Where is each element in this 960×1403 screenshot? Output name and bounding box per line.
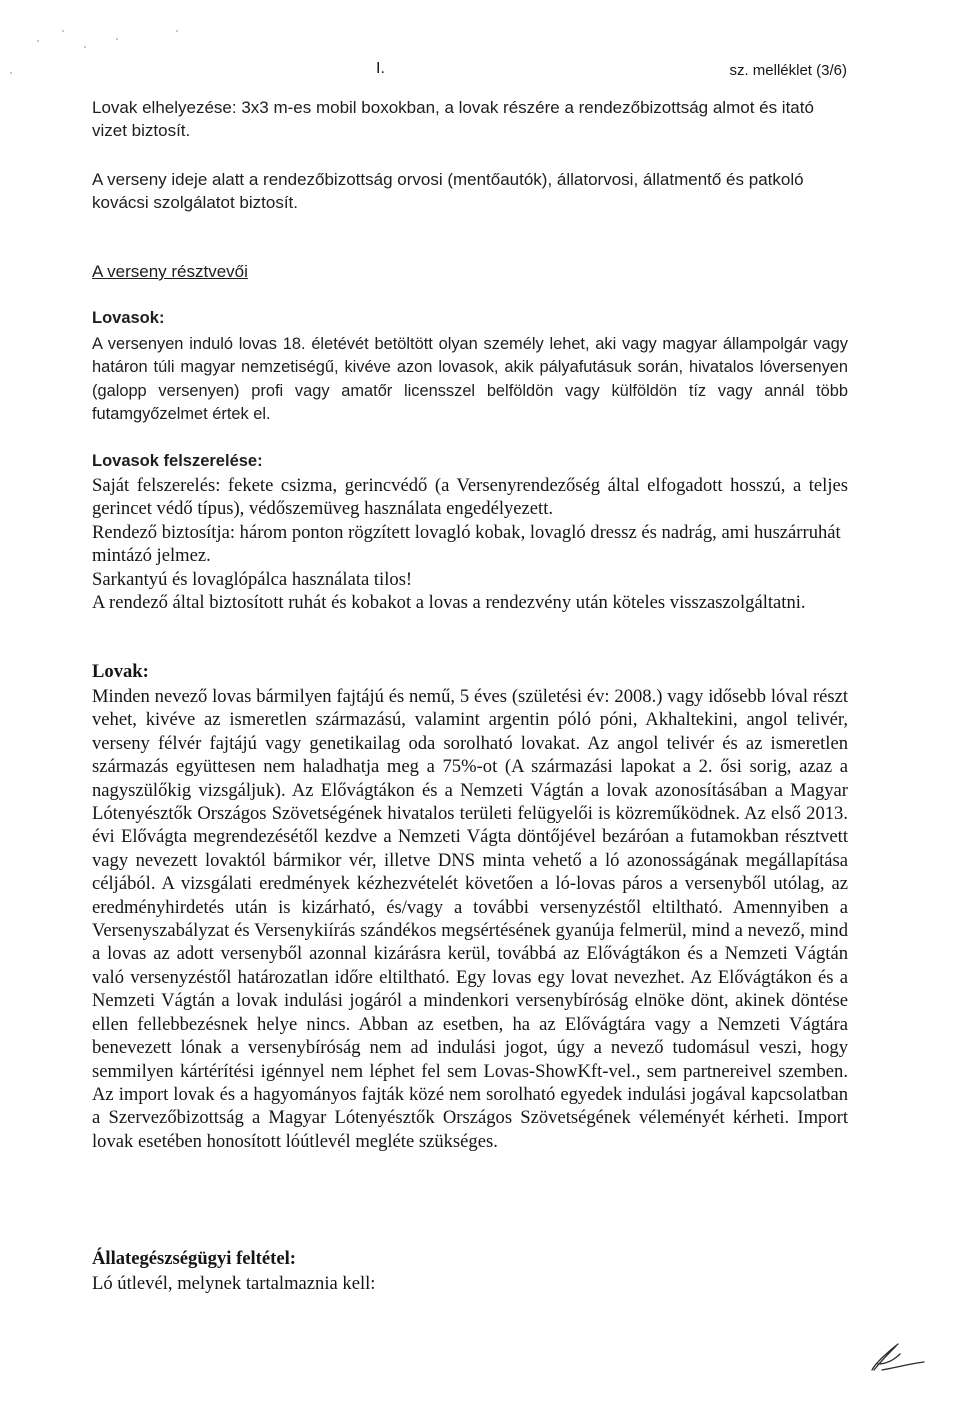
participants-heading: A verseny résztvevői [92,262,248,281]
scan-artifact [37,40,39,42]
intro-paragraph-stabling: Lovak elhelyezése: 3x3 m-es mobil boxokban, a lovak részére a rendezőbizottság almot és itató vizet biztosít. [92,98,814,141]
equipment-own-gear: Saját felszerelés: fekete csizma, gerincvédő (a Versenyrendezőség által elfogadott hosszú, a teljes gerincet védő típus), védőszemüveg használata engedélyezett. [92,475,848,520]
signature-initials [868,1340,928,1376]
scan-artifact [176,30,178,32]
equipment-section [92,474,848,614]
page-marker: I. [376,60,385,77]
equipment-return: A rendező által biztosított ruhát és kobakot a lovas a rendezvény után köteles visszaszolgáltatni. [92,592,806,614]
animal-health-paragraph: Ló útlevél, melynek tartalmaznia kell: [92,1273,376,1294]
scan-artifact [116,38,118,40]
intro-paragraph-services: A verseny ideje alatt a rendezőbizottság orvosi (mentőautók), állatorvosi, állatmentő és patkoló kovácsi szolgálatot biztosít. [92,170,804,213]
scan-artifact [62,30,64,32]
annex-label: sz. melléklet (3/6) [729,62,847,79]
scan-artifact [84,46,86,48]
equipment-prohibited: Sarkantyú és lovaglópálca használata tilos! [92,568,413,590]
equipment-provided-gear: Rendező biztosítja: három ponton rögzített lovagló kobak, lovagló dressz és nadrág, ami huszárruhát mintázó jelmez. [92,521,841,567]
horses-paragraph: Minden nevező lovas bármilyen fajtájú és nemű, 5 éves (születési év: 2008.) vagy idősebb lóval részt vehet, kivéve az ismeretlen származású, valamint argentin póló póni, Akhaltekini, angol telivér, verseny félvér fajtájú vagy genetikailag oda sorolható lovakat. Az angol telivér és az ismeretlen származás együttesen nem haladhatja meg a 75%-ot (A származási lapokat a 2. ősi sorig, azaz a nagyszülőkig vizsgáljuk). Az Elővágtákon és a Nemzeti Vágtán a lovak azonosításában a Magyar Lótenyésztők Országos Szövetségének hivatalos területi felügyelői is közreműködnek. Az első 2013. évi Elővágta megrendezésétől kezdve a Nemzeti Vágta döntőjével bezáróan a futamokban résztvett vagy nevezett lovaktól bármikor vér, illetve DNS minta vehető a ló azonosságának megállapítása céljából. A vizsgálati eredmények kézhezvételét követően a ló-lovas páros a versenyből utólag, az eredményhirdetés után is kizárható, és/vagy a további versenyzéstől eltiltható. Amennyiben a Versenyszabályzat és Versenykiírás szándékos megsértésének gyanúja felmerül, mind a nevező, mind a lovas az adott versenyből azonnal kizárásra kerül, továbbá az Elővágtákon és a Nemzeti Vágtán való versenyzéstől határozatlan időre eltiltható. Egy lovas egy lovat nevezhet. Az Elővágtákon és a Nemzeti Vágtán a lovak indulási jogáról a mindenkori versenybíróság elnöke dönt, akinek döntése ellen fellebbezésnek helye nincs. Abban az esetben, ha az Elővágtára vagy a Nemzeti Vágtára benevezett lónak a versenybíróság nem ad indulási jogot, úgy a nevező tudomásul veszi, hogy semmilyen kártérítési igénnyel nem léphet fel sem Lovas-ShowKft-vel., sem partnereivel szemben. Az import lovak és a hagyományos fajták közé nem sorolható egyedek indulási jogával kapcsolatban a Szervezőbizottság a Magyar Lótenyésztők Országos Szövetségének véleményét kérheti. Import lovak esetében honosított lóútlevél megléte szükséges. [92,686,848,1152]
riders-paragraph: A versenyen induló lovas 18. életévét betöltött olyan személy lehet, aki vagy magyar állampolgár vagy határon túli magyar nemzetiségű, kivéve azon lovasok, akik pályafutásuk során, hivatalos lóversenyen (galopp versenyen) profi vagy amatőr licensszel belföldön vagy külföldön tíz vagy annál több futamgyőzelmet értek el. [92,335,848,423]
animal-health-heading: Állategészségügyi feltétel: [92,1248,296,1269]
page-header [0,60,960,84]
riders-heading: Lovasok: [92,309,165,327]
horses-heading: Lovak: [92,661,149,682]
equipment-heading: Lovasok felszerelése: [92,452,263,470]
